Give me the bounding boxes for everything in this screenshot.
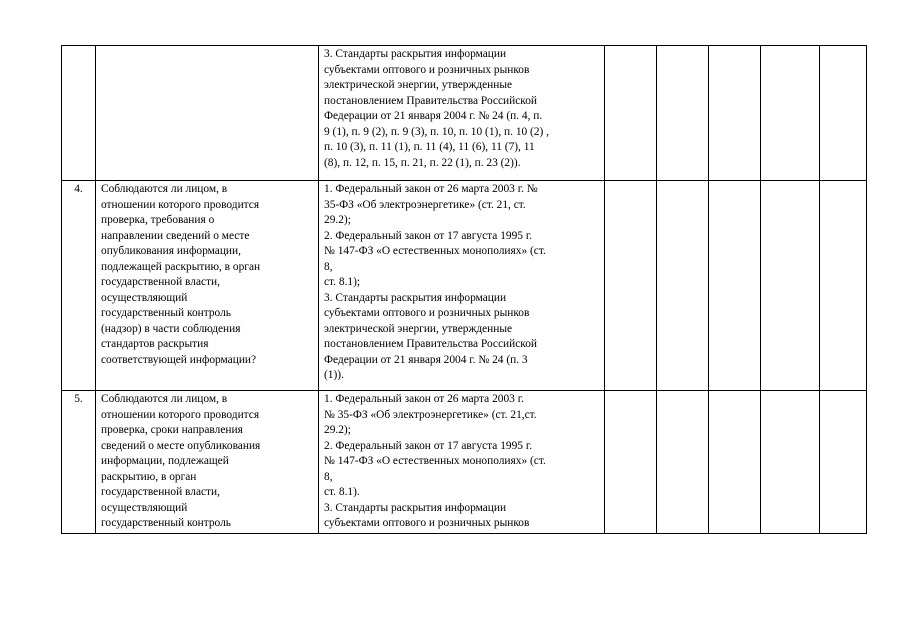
notes-cell[interactable] bbox=[820, 391, 867, 534]
reference-line: электрической энергии, утвержденные bbox=[324, 322, 513, 335]
question-line: Соблюдаются ли лицом, в bbox=[101, 183, 228, 195]
answer-cell-extra[interactable] bbox=[761, 46, 820, 181]
question-line: опубликования информации, bbox=[101, 245, 241, 257]
legal-reference-cell bbox=[319, 181, 605, 391]
reference-line: 1. Федеральный закон от 26 марта 2003 г. bbox=[324, 393, 524, 405]
reference-line: (1)). bbox=[324, 369, 344, 381]
question-cell bbox=[96, 46, 319, 181]
reference-line: ст. 8.1). bbox=[324, 486, 360, 498]
notes-cell[interactable] bbox=[820, 46, 867, 181]
question-line: соответствующей информации? bbox=[101, 353, 257, 366]
legal-reference-cell bbox=[319, 391, 605, 534]
reference-line: № 35-ФЗ «Об электроэнергетике» (ст. 21,ст. bbox=[324, 408, 537, 421]
question-line: (надзор) в части соблюдения bbox=[101, 322, 241, 335]
reference-line: п. 10 (3), п. 11 (1), п. 11 (4), 11 (6), 11 (7), 11 bbox=[324, 141, 535, 153]
reference-line: Федерации от 21 января 2004 г. № 24 (п. 4, п. bbox=[324, 110, 543, 122]
question-line: информации, подлежащей bbox=[101, 455, 229, 467]
reference-line: 3. Стандарты раскрытия информации bbox=[324, 48, 507, 60]
question-line: отношении которого проводится bbox=[101, 198, 260, 211]
reference-line: ст. 8.1); bbox=[324, 276, 361, 288]
reference-line: постановлением Правительства Российской bbox=[324, 94, 538, 107]
notes-cell[interactable] bbox=[820, 181, 867, 391]
reference-line: субъектами оптового и розничных рынков bbox=[324, 517, 530, 529]
answer-cell-extra[interactable] bbox=[761, 181, 820, 391]
question-line: подлежащей раскрытию, в орган bbox=[101, 260, 261, 273]
reference-line: постановлением Правительства Российской bbox=[324, 338, 538, 350]
reference-line: 29.2); bbox=[324, 424, 351, 436]
reference-line: 1. Федеральный закон от 26 марта 2003 г. № bbox=[324, 183, 538, 195]
answer-cell-extra[interactable] bbox=[761, 391, 820, 534]
question-line: раскрытию, в орган bbox=[101, 470, 197, 483]
question-line: государственной власти, bbox=[101, 276, 220, 288]
question-line: государственной власти, bbox=[101, 486, 220, 498]
reference-line: 8, bbox=[324, 260, 333, 273]
question-line: проверка, требования о bbox=[101, 214, 215, 226]
question-line: осуществляющий bbox=[101, 501, 188, 514]
table-row bbox=[62, 181, 867, 391]
row-number bbox=[62, 46, 96, 181]
reference-line: 3. Стандарты раскрытия информации bbox=[324, 501, 507, 514]
reference-line: 8, bbox=[324, 470, 333, 483]
question-line: стандартов раскрытия bbox=[101, 338, 209, 350]
answer-cell-not-applicable[interactable] bbox=[709, 46, 761, 181]
question-line: отношении которого проводится bbox=[101, 408, 260, 421]
reference-line: Федерации от 21 января 2004 г. № 24 (п. 3 bbox=[324, 353, 528, 366]
question-line: Соблюдаются ли лицом, в bbox=[101, 393, 228, 405]
question-cell bbox=[96, 181, 319, 391]
row-number: 4. bbox=[62, 181, 96, 391]
reference-line: 2. Федеральный закон от 17 августа 1995 г. bbox=[324, 439, 533, 452]
row-number: 5. bbox=[62, 391, 96, 534]
reference-line: субъектами оптового и розничных рынков bbox=[324, 63, 530, 76]
reference-line: 35-ФЗ «Об электроэнергетике» (ст. 21, ст. bbox=[324, 198, 526, 211]
table-row bbox=[62, 46, 867, 181]
question-line: государственный контроль bbox=[101, 307, 231, 319]
reference-line: № 147-ФЗ «О естественных монополиях» (ст. bbox=[324, 245, 546, 257]
answer-cell-yes[interactable] bbox=[605, 391, 657, 534]
answer-cell-not-applicable[interactable] bbox=[709, 181, 761, 391]
reference-line: 3. Стандарты раскрытия информации bbox=[324, 291, 507, 304]
checklist-body bbox=[62, 46, 867, 534]
question-line: направлении сведений о месте bbox=[101, 229, 250, 242]
answer-cell-no[interactable] bbox=[657, 181, 709, 391]
question-line: сведений о месте опубликования bbox=[101, 439, 261, 452]
question-line: проверка, сроки направления bbox=[101, 424, 243, 436]
question-line: государственный контроль bbox=[101, 517, 231, 529]
question-cell bbox=[96, 391, 319, 534]
reference-line: 2. Федеральный закон от 17 августа 1995 г. bbox=[324, 229, 533, 242]
reference-line: № 147-ФЗ «О естественных монополиях» (ст. bbox=[324, 455, 546, 467]
reference-line: 9 (1), п. 9 (2), п. 9 (3), п. 10, п. 10 (1), п. 10 (2) , bbox=[324, 125, 550, 138]
answer-cell-no[interactable] bbox=[657, 391, 709, 534]
checklist-table bbox=[61, 45, 867, 534]
table-row bbox=[62, 391, 867, 534]
reference-line: субъектами оптового и розничных рынков bbox=[324, 307, 530, 319]
answer-cell-no[interactable] bbox=[657, 46, 709, 181]
legal-reference-cell bbox=[319, 46, 605, 181]
answer-cell-not-applicable[interactable] bbox=[709, 391, 761, 534]
answer-cell-yes[interactable] bbox=[605, 181, 657, 391]
question-line: осуществляющий bbox=[101, 291, 188, 304]
reference-line: электрической энергии, утвержденные bbox=[324, 79, 513, 91]
reference-line: 29.2); bbox=[324, 214, 351, 226]
answer-cell-yes[interactable] bbox=[605, 46, 657, 181]
reference-line: (8), п. 12, п. 15, п. 21, п. 22 (1), п. 23 (2)). bbox=[324, 156, 521, 169]
